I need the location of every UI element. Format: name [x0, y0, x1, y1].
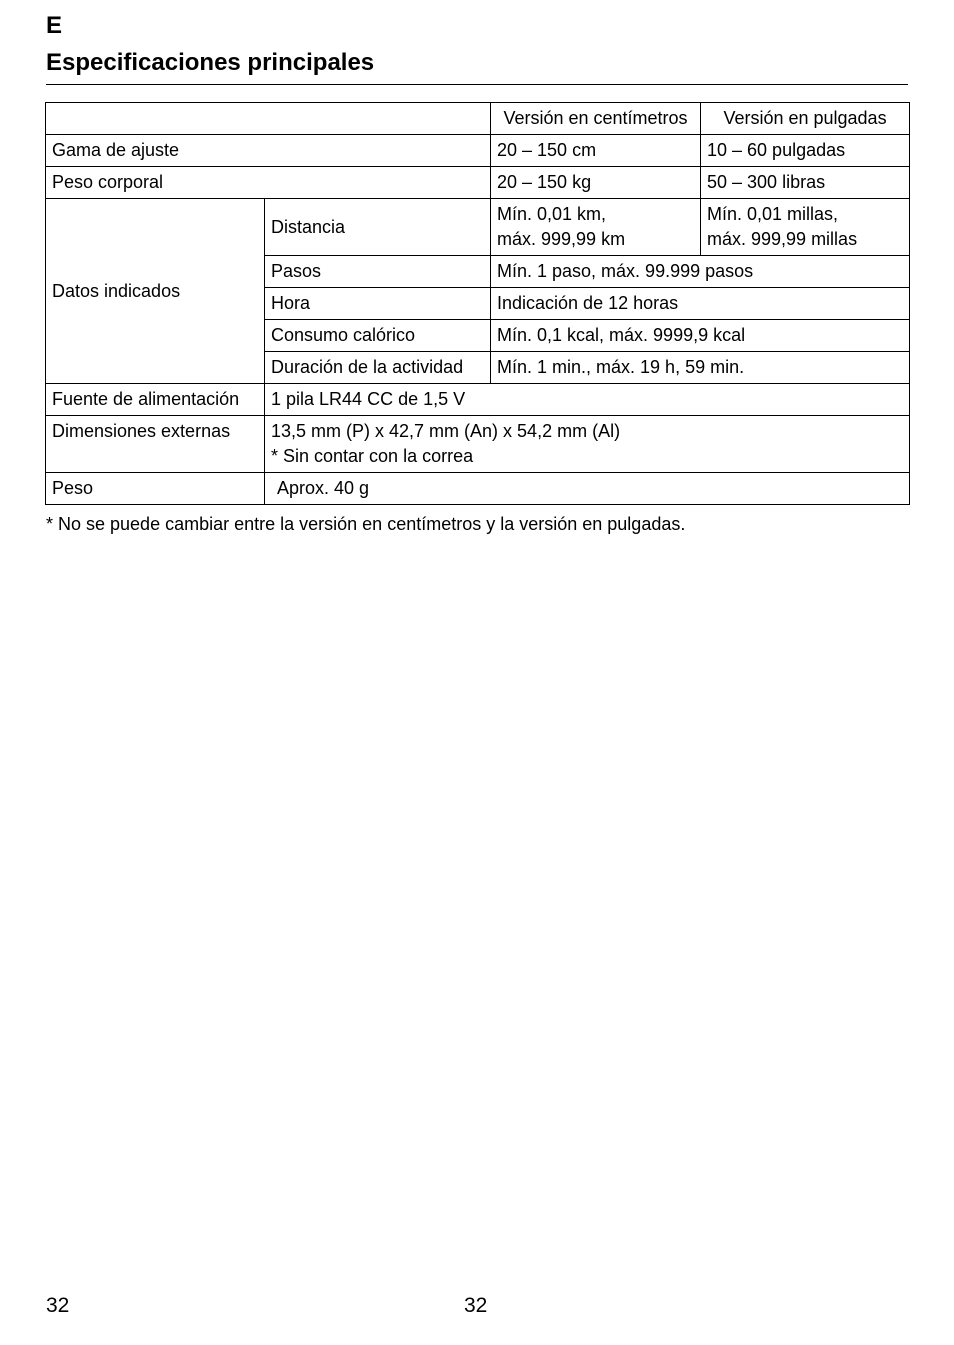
footnote: * No se puede cambiar entre la versión en centímetros y la versión en pulgadas. [46, 514, 686, 534]
page-title: Especificaciones principales [46, 49, 375, 76]
inch-value-distance [701, 199, 910, 256]
cm-distance-line2: máx. 999,99 km [497, 229, 626, 249]
table-row-power-source [46, 384, 910, 416]
row-label: Peso corporal [46, 167, 491, 199]
dimensions-line2: * Sin contar con la correa [271, 446, 474, 466]
time-value: Indicación de 12 horas [491, 288, 910, 320]
table-row-body-weight [46, 167, 910, 199]
language-marker: E [46, 12, 63, 39]
specifications-table [45, 102, 910, 505]
row-label: Fuente de alimentación [46, 384, 265, 416]
cm-value-distance [491, 199, 701, 256]
sub-label-activity-duration: Duración de la actividad [265, 352, 491, 384]
table-header-row [46, 103, 910, 135]
sub-label-distance: Distancia [265, 199, 491, 256]
header-inch-version: Versión en pulgadas [701, 103, 910, 135]
sub-label-steps: Pasos [265, 256, 491, 288]
weight-value: Aprox. 40 g [265, 473, 910, 505]
row-label: Peso [46, 473, 265, 505]
activity-duration-value: Mín. 1 min., máx. 19 h, 59 min. [491, 352, 910, 384]
dimensions-line1: 13,5 mm (P) x 42,7 mm (An) x 54,2 mm (Al) [271, 421, 621, 441]
row-label: Gama de ajuste [46, 135, 491, 167]
steps-value: Mín. 1 paso, máx. 99.999 pasos [491, 256, 910, 288]
cm-value: 20 – 150 cm [491, 135, 701, 167]
inch-distance-line2: máx. 999,99 millas [707, 229, 858, 249]
inch-value: 10 – 60 pulgadas [701, 135, 910, 167]
sub-label-calories: Consumo calórico [265, 320, 491, 352]
power-source-value: 1 pila LR44 CC de 1,5 V [265, 384, 910, 416]
table-row-adjust-range [46, 135, 910, 167]
inch-distance-line1: Mín. 0,01 millas, [707, 204, 839, 224]
page-number-left: 32 [46, 1294, 70, 1317]
page-number-center: 32 [464, 1294, 488, 1317]
dimensions-value [265, 416, 910, 473]
cm-distance-line1: Mín. 0,01 km, [497, 204, 607, 224]
row-label: Dimensiones externas [46, 416, 265, 473]
sub-label-time: Hora [265, 288, 491, 320]
inch-value: 50 – 300 libras [701, 167, 910, 199]
row-label-displayed-data: Datos indicados [46, 199, 265, 384]
title-divider [46, 84, 908, 85]
table-row-distance [46, 199, 910, 256]
calories-value: Mín. 0,1 kcal, máx. 9999,9 kcal [491, 320, 910, 352]
header-cm-version: Versión en centímetros [491, 103, 701, 135]
table-row-weight [46, 473, 910, 505]
cm-value: 20 – 150 kg [491, 167, 701, 199]
header-empty-cell [46, 103, 491, 135]
table-row-dimensions [46, 416, 910, 473]
